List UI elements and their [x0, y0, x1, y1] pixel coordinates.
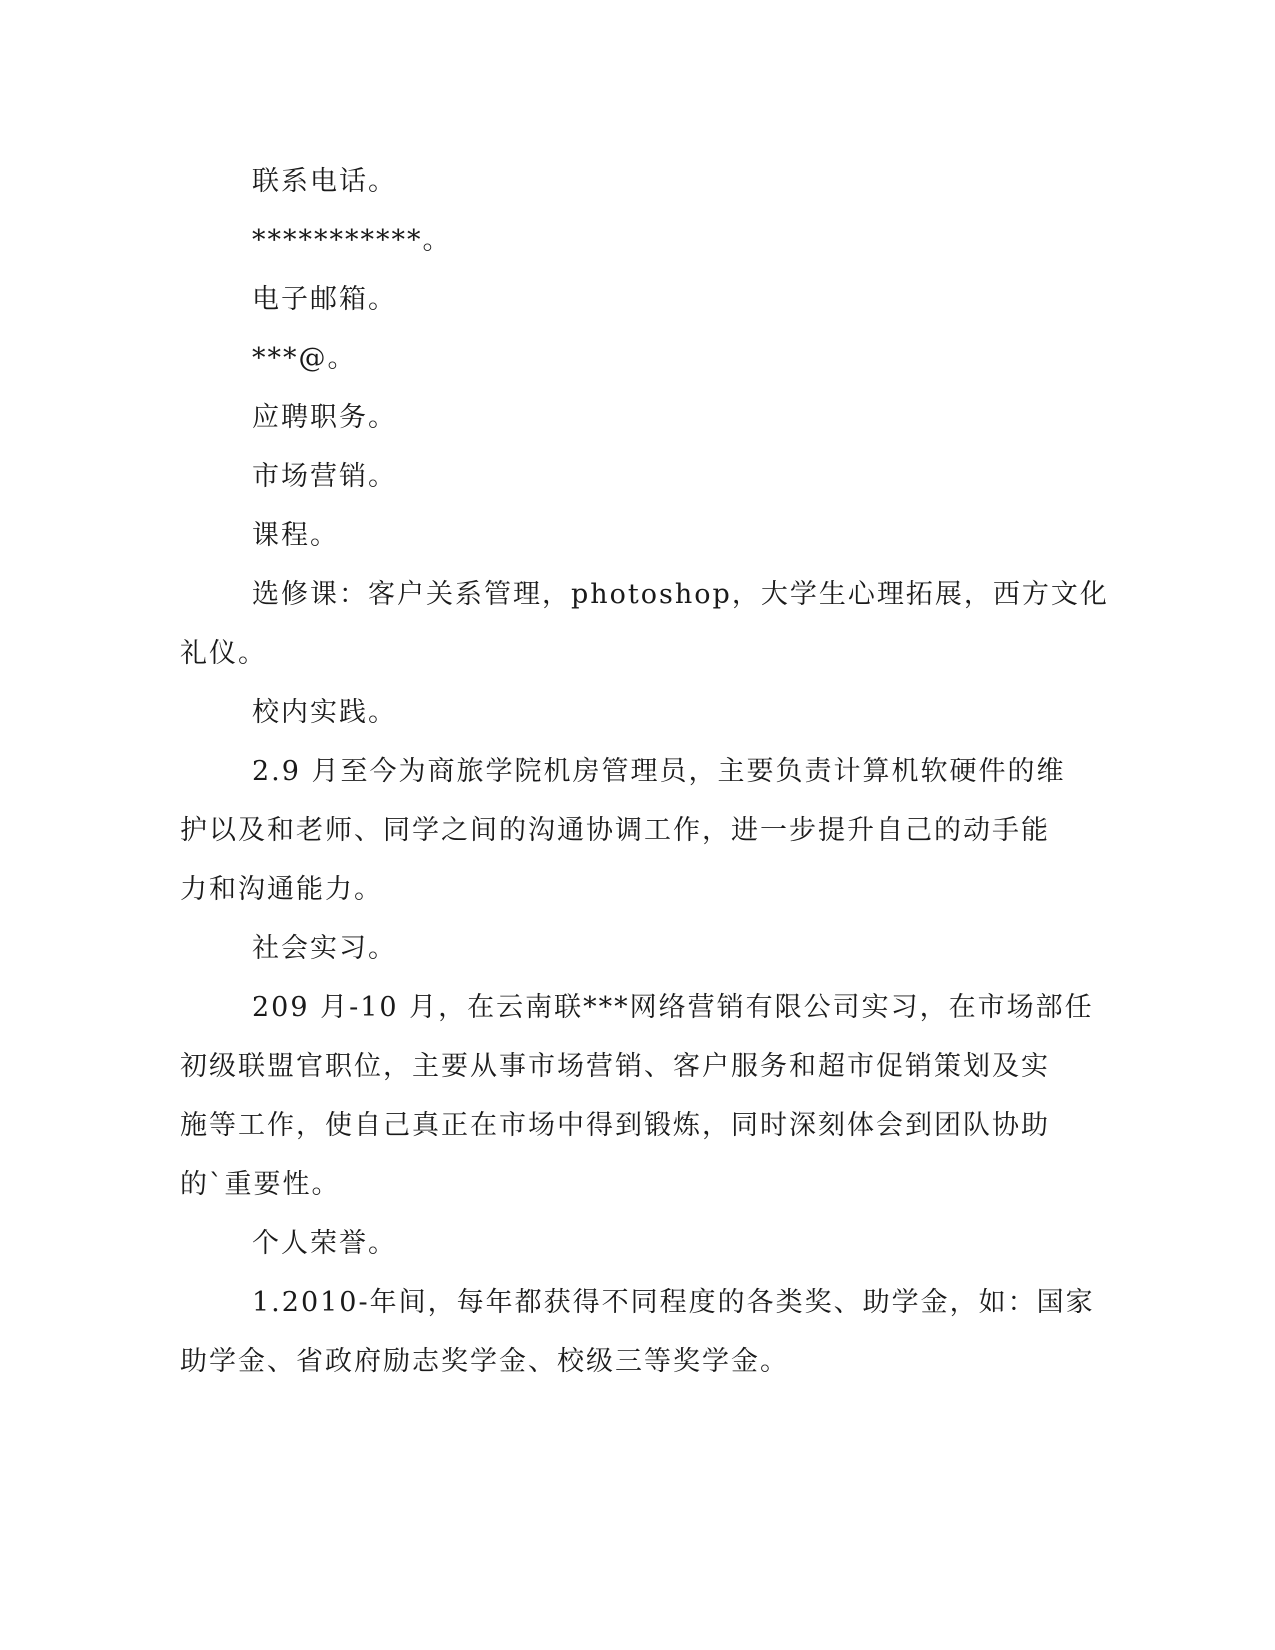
text-line: 应聘职务。: [252, 402, 397, 433]
paragraph-position-value: [180, 447, 1032, 506]
text-line: 选修课：客户关系管理，photoshop，大学生心理拓展，西方文化: [252, 579, 1109, 610]
paragraph-honors: [180, 1273, 1095, 1391]
text-line: 力和沟通能力。: [180, 874, 383, 905]
paragraph-honors-heading: [180, 1214, 1032, 1273]
paragraph-internship-heading: [180, 919, 1032, 978]
text-line: 礼仪。: [180, 638, 267, 669]
paragraph-electives: [180, 565, 1109, 683]
text-line: 1.2010-年间，每年都获得不同程度的各类奖、助学金，如：国家: [252, 1287, 1095, 1318]
text-line: 校内实践。: [252, 697, 397, 728]
paragraph-email-label: [180, 270, 1032, 329]
paragraph-email-value: [180, 329, 1032, 388]
text-line: 联系电话。: [252, 166, 397, 197]
paragraph-position-label: [180, 388, 1032, 447]
text-line: 电子邮箱。: [252, 284, 397, 315]
text-line: 初级联盟官职位，主要从事市场营销、客户服务和超市促销策划及实: [180, 1051, 1050, 1082]
text-line: ***********。: [252, 225, 452, 256]
paragraph-campus-practice-heading: [180, 683, 1032, 742]
text-line: 课程。: [252, 520, 339, 551]
document-body: [180, 152, 1109, 1391]
paragraph-phone-label: [180, 152, 1032, 211]
paragraph-campus-practice: [180, 742, 1066, 919]
paragraph-internship: [180, 978, 1094, 1214]
text-line: 社会实习。: [252, 933, 397, 964]
paragraph-courses-heading: [180, 506, 1032, 565]
text-line: 2.9 月至今为商旅学院机房管理员，主要负责计算机软硬件的维: [252, 756, 1066, 787]
text-line: 市场营销。: [252, 461, 397, 492]
text-line: 护以及和老师、同学之间的沟通协调工作，进一步提升自己的动手能: [180, 815, 1050, 846]
text-line: 助学金、省政府励志奖学金、校级三等奖学金。: [180, 1346, 789, 1377]
text-line: ***@。: [252, 343, 357, 374]
text-line: 个人荣誉。: [252, 1228, 397, 1259]
text-line: 施等工作，使自己真正在市场中得到锻炼，同时深刻体会到团队协助: [180, 1110, 1050, 1141]
text-line: 209 月-10 月，在云南联***网络营销有限公司实习，在市场部任: [252, 992, 1094, 1023]
paragraph-phone-value: [180, 211, 1032, 270]
text-line: 的`重要性。: [180, 1169, 341, 1200]
